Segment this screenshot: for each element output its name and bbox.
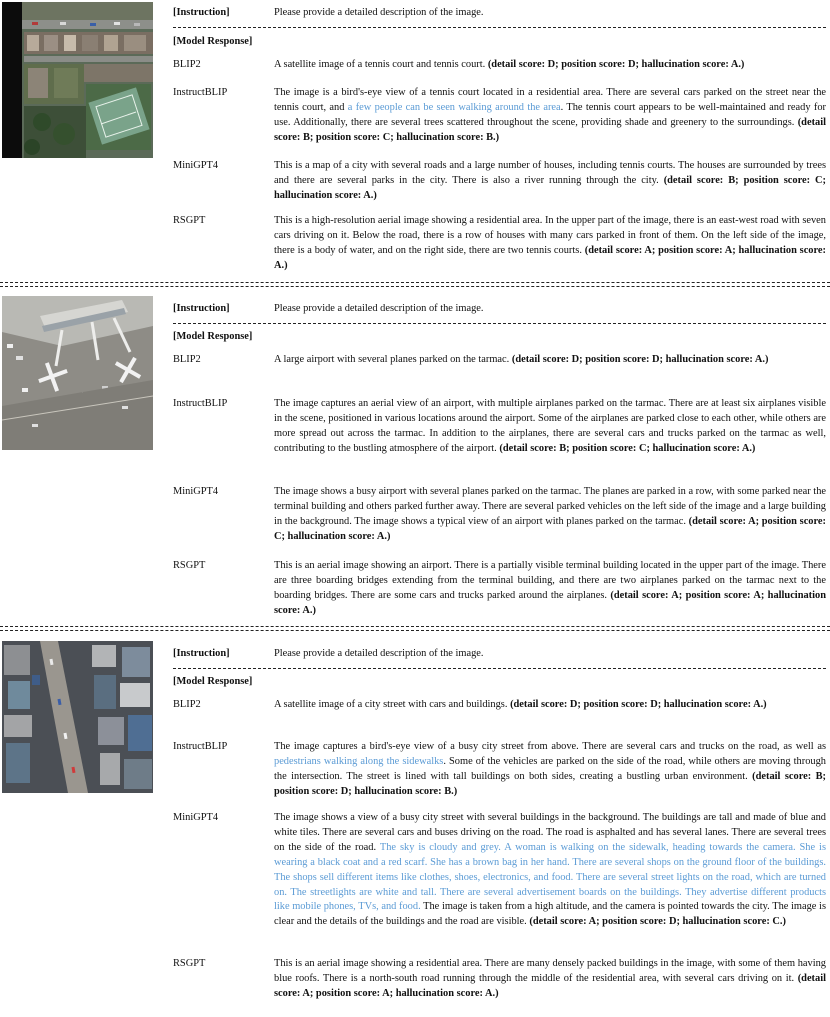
sample-rows-3 xyxy=(173,637,826,1017)
divider xyxy=(173,27,826,28)
score-text: (detail score: D; position score: D; hallucination score: A.) xyxy=(511,354,769,365)
divider xyxy=(173,668,826,669)
instruction-label: [Instruction] xyxy=(173,303,230,314)
score-text: (detail score: A; position score: D; hallucination score: C.) xyxy=(529,916,786,928)
section-separator xyxy=(0,282,830,287)
hallucination-highlight: a few people can be seen walking around the area xyxy=(347,101,561,113)
instruction-text: Please provide a detailed description of the image. xyxy=(274,7,484,18)
hallucination-highlight: The sky is cloudy and grey. A woman is walking on the sidewalk, heading towards the camera. She is wearing a black coat and a red scarf. She has a brown bag in her hand. There are several shops on the ground floor of the buildings. The shops sell different items like clothes, shoes, electronics, and food. There are several street lights on the road, which are turned on. The streetlights are white and tall. There are several advertisement boards on the buildings. They advertise different products like mobile phones, TVs, and food. xyxy=(274,841,826,913)
score-text: (detail score: B; position score: C; hallucination score: B.) xyxy=(274,116,826,143)
model-name: RSGPT xyxy=(173,215,206,226)
sample-section-3 xyxy=(0,637,830,1017)
model-name: BLIP2 xyxy=(173,59,201,70)
sample-rows-1 xyxy=(173,0,826,285)
model-name: InstructBLIP xyxy=(173,87,228,98)
score-text: (detail score: A; position score: A; hallucination score: A.) xyxy=(274,972,826,999)
score-text: (detail score: B; position score: C; hallucination score: A.) xyxy=(274,174,827,201)
instruction-label: [Instruction] xyxy=(173,648,230,659)
aerial-residential-tennis-icon xyxy=(2,2,153,158)
response-text: A satellite image of a tennis court and tennis court. (detail score: D; position score: D; hallucination score: A.) xyxy=(274,59,745,70)
response-text: A large airport with several planes parked on the tarmac. (detail score: D; position score: D; hallucination score: A.) xyxy=(274,354,769,365)
instruction-label: [Instruction] xyxy=(173,7,230,18)
model-response-label: [Model Response] xyxy=(173,331,253,342)
response-text: The image shows a view of a busy city street with several buildings in the background. The buildings are tall and made of blue and white tiles. There are several cars and buses driving on the road. The road is asphalted and has several lanes. There are several trees on the side of the road. The sky is cloudy and grey. A woman is walking on the sidewalk, heading towards the camera. She is wearing a black coat and a red scarf. She has a brown bag in her hand. There are several shops on the ground floor of the buildings. The shops sell different items like clothes, shoes, electronics, and food. There are several street lights on the road, which are turned on. The streetlights are white and tall. There are several advertisement boards on the buildings. They advertise different products like mobile phones, TVs, and food. The image is taken from a high altitude, and the camera is pointed towards the city. The image is clear and the details of the buildings and the road are visible. (detail score: A; position score: D; hallucination score: C.) xyxy=(274,812,826,928)
model-response-label: [Model Response] xyxy=(173,676,253,687)
response-text: The image captures an aerial view of an airport, with multiple airplanes parked on the tarmac. There are at least six airplanes visible in the scene, positioned in various locations around the airport. Some of the airplanes are parked close to each other, while others are more spread out across the tarmac. In addition to the airplanes, there are several cars and trucks parked on the tarmac as well, contributing to the bustling atmosphere of the airport. (detail score: B; position score: C; hallucination score: A.) xyxy=(274,398,826,454)
model-name: MiniGPT4 xyxy=(173,812,219,823)
sample-rows-2 xyxy=(173,292,826,622)
score-text: (detail score: A; position score: A; hallucination score: A.) xyxy=(274,589,826,616)
model-response-label: [Model Response] xyxy=(173,36,253,47)
sample-section-1 xyxy=(0,0,830,285)
response-text: The image is a bird's-eye view of a tennis court located in a residential area. There are several cars parked on the street near the tennis court, and a few people can be seen walking around the area. The tennis court appears to be well-maintained and ready for use. Additionally, there are several trees scattered throughout the scene, providing shade and greenery to the surroundings. (detail score: B; position score: C; hallucination score: B.) xyxy=(274,87,826,143)
model-name: InstructBLIP xyxy=(173,398,228,409)
score-text: (detail score: A; position score: A; hallucination score: A.) xyxy=(274,244,826,271)
aerial-city-street-icon xyxy=(2,641,153,793)
response-text: A satellite image of a city street with cars and buildings. (detail score: D; position score: D; hallucination score: A.) xyxy=(274,699,767,710)
instruction-text: Please provide a detailed description of the image. xyxy=(274,648,484,659)
response-text: This is an aerial image showing a residential area. There are many densely packed buildings in the image, with some of them having blue roofs. There is a north-south road running through the middle of the residential area, with several cars driving on it. (detail score: A; position score: A; hallucination score: A.) xyxy=(274,958,826,999)
model-name: RSGPT xyxy=(173,560,206,571)
score-text: (detail score: A; position score: C; hallucination score: A.) xyxy=(274,515,827,542)
response-text: The image shows a busy airport with several planes parked on the tarmac. The planes are parked in a row, with some parked near the terminal building and others parked further away. There are several parked vehicles on the left side of the image and a large building in the background. The image shows a typical view of an airport with planes parked on the tarmac. (detail score: A; position score: C; hallucination score: A.) xyxy=(274,486,827,542)
response-text: The image captures a bird's-eye view of a busy city street from above. There are several cars and trucks on the road, as well as pedestrians walking along the sidewalks. Some of the vehicles are parked on the side of the road, while others are moving through the intersection. The street is lined with tall buildings on both sides, creating a bustling urban environment. (detail score: B; position score: D; hallucination score: B.) xyxy=(274,741,827,797)
model-name: RSGPT xyxy=(173,958,206,969)
aerial-airport-icon xyxy=(2,296,153,450)
model-name: InstructBLIP xyxy=(173,741,228,752)
section-separator xyxy=(0,626,830,631)
model-name: BLIP2 xyxy=(173,354,201,365)
model-name: MiniGPT4 xyxy=(173,486,219,497)
response-text: This is an aerial image showing an airport. There is a partially visible terminal building located in the upper part of the image. There are three boarding bridges extending from the terminal building, and there are two airplanes parked on the tarmac next to the boarding bridges. There are some cars and trucks parked around the airplanes. (detail score: A; position score: A; hallucination score: A.) xyxy=(274,560,826,616)
score-text: (detail score: D; position score: D; hallucination score: A.) xyxy=(487,59,745,70)
response-text: This is a map of a city with several roads and a large number of houses, including tennis courts. The houses are surrounded by trees and there are several parks in the city. There is also a river running through the city. (detail score: B; position score: C; hallucination score: A.) xyxy=(274,160,827,201)
hallucination-highlight: pedestrians walking along the sidewalks xyxy=(274,755,444,767)
score-text: (detail score: D; position score: D; hallucination score: A.) xyxy=(510,699,767,710)
model-name: BLIP2 xyxy=(173,699,201,710)
score-text: (detail score: B; position score: C; hallucination score: A.) xyxy=(499,442,756,454)
divider xyxy=(173,323,826,324)
sample-section-2 xyxy=(0,292,830,622)
response-text: This is a high-resolution aerial image showing a residential area. In the upper part of the image, there is an east-west road with seven cars driving on it. Below the road, there is a row of houses with many cars parked in front of them. On the left side of the image, there is a body of water, and on the right side, there are two tennis courts. (detail score: A; position score: A; hallucination score: A.) xyxy=(274,215,826,271)
model-name: MiniGPT4 xyxy=(173,160,219,171)
score-text: (detail score: B; position score: D; hallucination score: B.) xyxy=(274,770,827,797)
instruction-text: Please provide a detailed description of the image. xyxy=(274,303,484,314)
